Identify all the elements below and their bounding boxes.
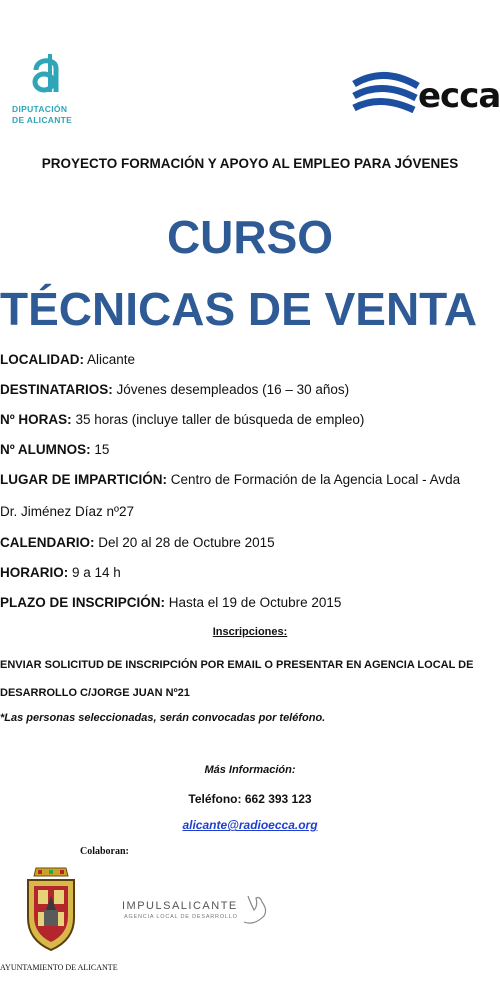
impulsalicante-name: IMPULSALICANTE: [122, 900, 238, 912]
diputacion-logo: [12, 52, 72, 132]
ecca-wordmark: ecca: [418, 76, 500, 116]
info-horas: Nº HORAS: 35 horas (incluye taller de búsqueda de empleo): [0, 412, 365, 427]
info-lugar-cont: Dr. Jiménez Díaz nº27: [0, 504, 134, 519]
telefono: Teléfono: 662 393 123: [188, 792, 312, 806]
mas-info-heading: Más Información:: [204, 764, 296, 776]
email-link[interactable]: alicante@radioecca.org: [182, 818, 318, 832]
impulsalicante-logo: [122, 896, 272, 936]
course-heading: CURSO: [166, 211, 334, 263]
info-horario: HORARIO: 9 a 14 h: [0, 565, 121, 580]
ayuntamiento-label: AYUNTAMIENTO DE ALICANTE: [0, 963, 118, 972]
hand-icon: [240, 892, 270, 928]
info-calendario: CALENDARIO: Del 20 al 28 de Octubre 2015: [0, 535, 275, 550]
inscripciones-line1: ENVIAR SOLICITUD DE INSCRIPCIÓN POR EMAIL O PRESENTAR EN AGENCIA LOCAL DE: [0, 659, 474, 671]
inscripciones-note: *Las personas seleccionadas, serán convocadas por teléfono.: [0, 712, 326, 724]
course-name: TÉCNICAS DE VENTA: [0, 283, 478, 335]
project-title: PROYECTO FORMACIÓN Y APOYO AL EMPLEO PARA JÓVENES: [41, 156, 459, 171]
info-lugar: LUGAR DE IMPARTICIÓN: Centro de Formación de la Agencia Local - Avda: [0, 472, 461, 487]
colaboran-label: Colaboran:: [80, 846, 129, 857]
info-alumnos: Nº ALUMNOS: 15: [0, 442, 110, 457]
diputacion-mark-icon: [30, 52, 70, 96]
info-plazo: PLAZO DE INSCRIPCIÓN: Hasta el 19 de Octubre 2015: [0, 595, 342, 610]
info-destinatarios: DESTINATARIOS: Jóvenes desempleados (16 – 30 años): [0, 382, 350, 397]
inscripciones-title: Inscripciones:: [212, 626, 288, 638]
inscripciones-line2: DESARROLLO C/JORGE JUAN Nº21: [0, 687, 190, 699]
ayuntamiento-crest-icon: [22, 866, 80, 961]
ecca-waves-icon: [350, 70, 420, 120]
diputacion-line2: DE ALICANTE: [12, 115, 73, 125]
impulsalicante-subtitle: AGENCIA LOCAL DE DESARROLLO: [124, 914, 238, 920]
diputacion-line1: DIPUTACIÓN: [12, 104, 68, 114]
ecca-logo: [350, 70, 500, 124]
info-localidad: LOCALIDAD: Alicante: [0, 352, 136, 367]
